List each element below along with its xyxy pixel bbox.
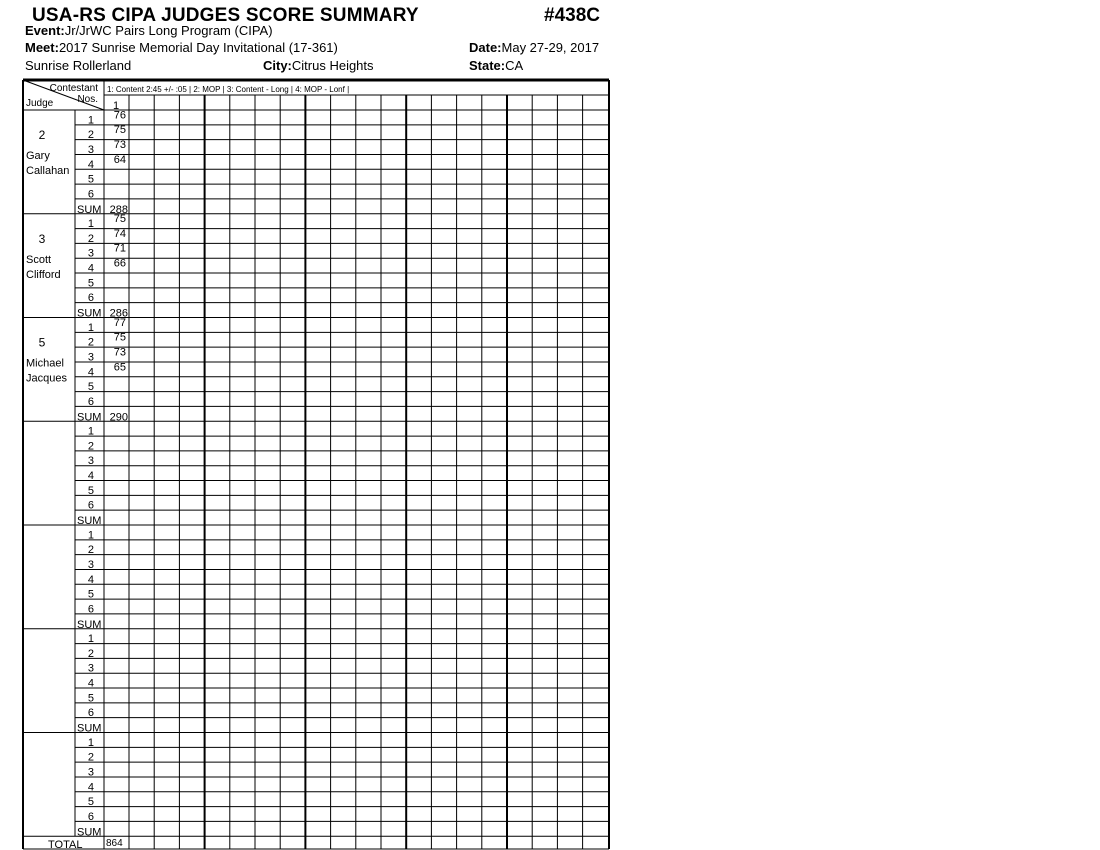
judge-number: 2 xyxy=(38,128,46,142)
sub-row-label: 3 xyxy=(87,662,94,675)
sub-row-label: 1 xyxy=(87,218,94,231)
judge-first-name: Scott xyxy=(26,253,52,266)
sum-value: 290 xyxy=(109,411,128,424)
city-label: City: xyxy=(263,58,292,73)
score-value: 74 xyxy=(113,227,126,240)
sub-row-label: 6 xyxy=(87,810,94,823)
judge-number: 5 xyxy=(38,335,46,350)
score-value: 75 xyxy=(113,124,126,137)
sub-row-label: 2 xyxy=(87,232,94,245)
venue: Sunrise Rollerland xyxy=(25,58,132,73)
sub-row-label: 2 xyxy=(87,544,94,557)
sum-label: SUM xyxy=(77,722,102,735)
form-number: #438C xyxy=(544,5,600,26)
sub-row-label: 6 xyxy=(87,188,94,201)
sub-row-label: 1 xyxy=(87,633,94,646)
sum-value: 288 xyxy=(109,203,128,216)
sum-label: SUM xyxy=(77,826,102,839)
sum-label: SUM xyxy=(77,203,102,216)
sub-row-label: 1 xyxy=(87,321,94,334)
sub-row-label: 4 xyxy=(87,470,94,483)
sub-row-label: 6 xyxy=(87,499,94,512)
city-value: Citrus Heights xyxy=(291,58,374,73)
sub-row-label: 6 xyxy=(87,603,94,616)
contestant-number: 1 xyxy=(112,100,120,112)
sum-label: SUM xyxy=(77,411,102,424)
sub-row-label: 4 xyxy=(87,677,94,690)
score-value: 73 xyxy=(113,138,126,151)
sum-label: SUM xyxy=(77,618,102,631)
sub-row-label: 6 xyxy=(87,707,94,720)
sub-row-label: 5 xyxy=(87,484,94,497)
judge-first-name: Gary xyxy=(26,150,50,162)
sub-row-label: 6 xyxy=(87,292,94,305)
event-label: Event: xyxy=(25,23,65,38)
judge-number: 3 xyxy=(38,231,46,246)
sum-label: SUM xyxy=(77,307,102,320)
date-value: May 27-29, 2017 xyxy=(501,40,600,55)
sub-row-label: 5 xyxy=(87,277,94,290)
sub-row-label: 3 xyxy=(87,351,94,364)
score-value: 77 xyxy=(113,316,126,329)
score-value: 75 xyxy=(113,331,126,344)
score-value: 65 xyxy=(113,361,126,374)
sub-row-label: 1 xyxy=(87,114,94,127)
sub-row-label: 2 xyxy=(87,336,94,349)
total-label: TOTAL xyxy=(48,839,83,850)
judge-last-name: Jacques xyxy=(26,372,67,385)
sub-row-label: 4 xyxy=(87,158,94,171)
sub-row-label: 3 xyxy=(87,247,94,260)
sub-row-label: 4 xyxy=(87,781,94,794)
criteria-legend: 1: Content 2:45 +/- :05 | 2: MOP | 3: Content - Long | 4: MOP - Lonf | xyxy=(107,85,350,94)
sub-row-label: 4 xyxy=(87,366,94,379)
sub-row-label: 2 xyxy=(87,751,94,764)
date-label: Date: xyxy=(469,40,502,55)
sub-row-label: 2 xyxy=(87,129,94,142)
state-value: CA xyxy=(505,58,524,73)
sub-row-label: 6 xyxy=(87,395,94,408)
score-value: 64 xyxy=(113,153,126,166)
sub-row-label: 2 xyxy=(87,440,94,453)
judge-last-name: Clifford xyxy=(26,268,61,281)
sub-row-label: 5 xyxy=(87,173,94,186)
sub-row-label: 1 xyxy=(87,736,94,749)
contestant-header-label: Contestant xyxy=(49,83,98,94)
score-value: 76 xyxy=(113,109,126,122)
sub-row-label: 5 xyxy=(87,796,94,809)
judge-header-label: Judge xyxy=(26,98,54,109)
sub-row-label: 1 xyxy=(87,425,94,438)
sub-row-label: 4 xyxy=(87,262,94,275)
score-value: 71 xyxy=(113,242,126,255)
sub-row-label: 3 xyxy=(87,558,94,571)
sub-row-label: 5 xyxy=(87,692,94,705)
sub-row-label: 5 xyxy=(87,381,94,394)
nos-header-label: Nos. xyxy=(77,94,98,105)
page-title: USA-RS CIPA JUDGES SCORE SUMMARY xyxy=(32,5,419,26)
score-value: 73 xyxy=(113,346,126,359)
meet-value: 2017 Sunrise Memorial Day Invitational (17-361) xyxy=(58,40,338,55)
sub-row-label: 1 xyxy=(87,529,94,542)
state-label: State: xyxy=(469,58,506,73)
sub-row-label: 4 xyxy=(87,573,94,586)
meet-label: Meet: xyxy=(25,40,59,55)
total-value: 864 xyxy=(106,838,123,849)
sum-label: SUM xyxy=(77,515,102,527)
sum-value: 286 xyxy=(109,307,128,320)
judge-last-name: Callahan xyxy=(26,165,70,177)
score-value: 75 xyxy=(113,213,126,226)
score-value: 66 xyxy=(113,257,126,270)
sub-row-label: 3 xyxy=(87,143,94,156)
sub-row-label: 3 xyxy=(87,455,94,468)
event-value: Jr/JrWC Pairs Long Program (CIPA) xyxy=(64,23,273,38)
sub-row-label: 5 xyxy=(87,588,94,601)
sub-row-label: 3 xyxy=(87,766,94,779)
sub-row-label: 2 xyxy=(87,647,94,660)
judge-first-name: Michael xyxy=(26,357,64,370)
